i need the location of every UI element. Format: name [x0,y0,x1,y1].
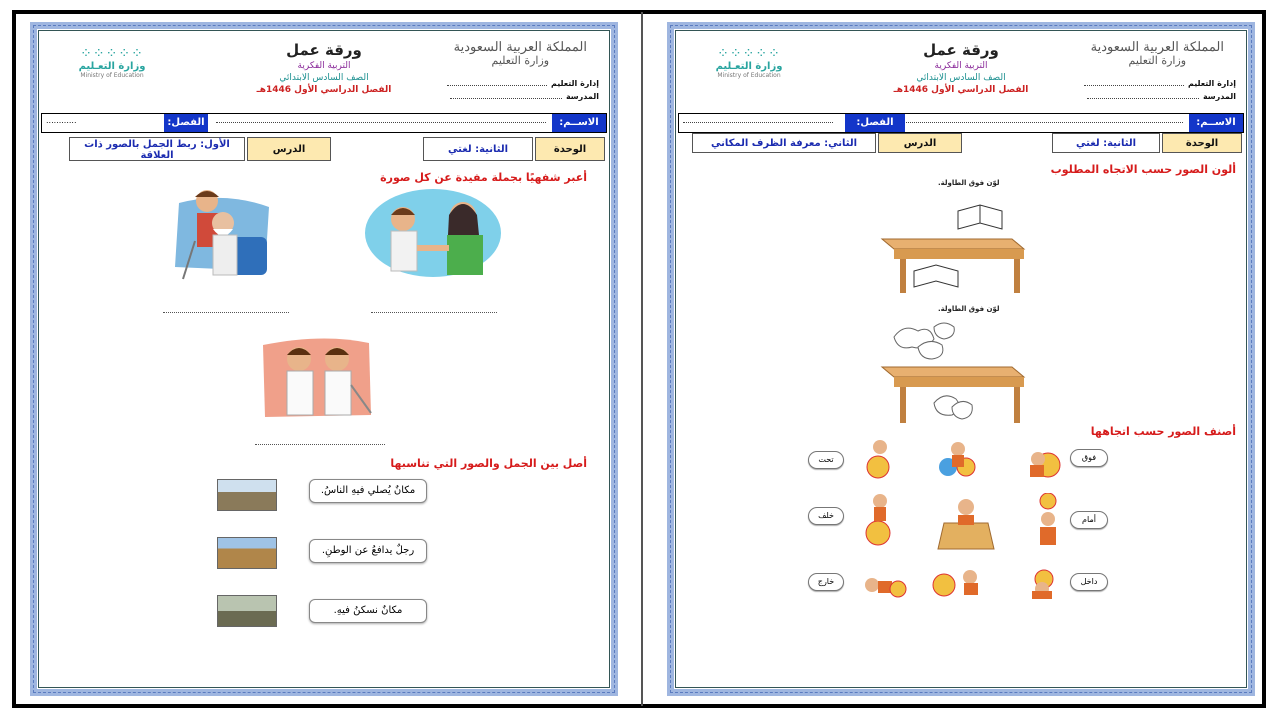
lesson-label: الدرس [247,137,331,161]
house-photo[interactable] [217,479,277,511]
name-bar [41,113,607,133]
question-2: أصل بين الجمل والصور التي تناسبها [390,457,587,470]
table-paper-picture [874,317,1034,427]
moe-logo: ⁘⁘⁘⁘⁘ وزارة التعـليم Ministry of Education [78,46,146,79]
term: الفصل الدراسي الأول 1446هـ [893,85,1029,95]
tag-above[interactable]: فوق [1070,449,1108,467]
question-1: ألون الصور حسب الاتجاه المطلوب [1050,163,1236,176]
worksheet-right [667,22,1255,696]
soldier-photo[interactable] [217,595,277,627]
class-field[interactable]: ............ [46,116,77,125]
question-1: أعبر شفهيًا بجملة مفيدة عن كل صورة [380,171,587,184]
lesson-value: الثاني: معرفة الظرف المكاني [692,133,876,153]
tag-outside[interactable]: خارج [808,573,844,591]
class-field[interactable] [683,122,833,123]
admin-info: إدارة التعليم المدرسة [1084,77,1236,103]
unit-bar [680,137,1242,163]
row-3-pictures [858,559,1098,601]
answer-line-2[interactable] [163,311,289,313]
page-title: ورقة عمل [286,41,362,59]
sentence-pill-1[interactable]: مكانٌ يُصلي فيهِ الناسُ. [309,479,427,503]
mosque-photo[interactable] [217,537,277,569]
name-field[interactable] [883,122,1183,123]
two-boys-picture [253,335,393,427]
helping-elder-picture [165,181,275,281]
row-1-pictures [858,437,1098,481]
table-book-picture [874,193,1034,293]
tag-inside[interactable]: داخل [1070,573,1108,591]
tag-behind[interactable]: خلف [808,507,844,525]
sentence-pill-3[interactable]: مكانٌ نسكنُ فيهِ. [309,599,427,623]
moe-logo: ⁘⁘⁘⁘⁘ وزارة التعـليم Ministry of Education [715,46,783,79]
grade: الصف السادس الابتدائي [279,73,369,83]
sentence-pill-2[interactable]: رجلٌ يدافعُ عن الوطنِ. [309,539,427,563]
instruction-paper: لوّن فوق الطاولة. [938,305,1000,313]
unit-value: الثانية: لغتي [1052,133,1160,153]
kingdom-logo: المملكة العربية السعودية وزارة التعليم [453,40,587,67]
subject: التربية الفكرية [297,61,351,71]
lesson-label: الدرس [878,133,962,153]
unit-value: الثانية: لغتي [423,137,533,161]
class-label: الفصل: [845,114,905,132]
admin-info: إدارة التعليم المدرسة [447,77,599,103]
unit-label: الوحدة [535,137,605,161]
mother-son-picture [363,185,503,280]
page-title: ورقة عمل [923,41,999,59]
tag-front[interactable]: أمام [1070,511,1108,529]
name-label: الاســم: [552,114,606,132]
unit-bar [43,137,605,163]
row-2-pictures [858,493,1098,553]
term: الفصل الدراسي الأول 1446هـ [256,85,392,95]
answer-line-3[interactable] [255,443,385,445]
question-2: أصنف الصور حسب اتجاهها [1090,425,1236,438]
worksheet-left [30,22,618,696]
unit-label: الوحدة [1162,133,1242,153]
kingdom-logo: المملكة العربية السعودية وزارة التعليم [1090,40,1224,67]
subject: التربية الفكرية [934,61,988,71]
name-field[interactable] [216,122,546,123]
instruction-book: لوّن فوق الطاولة. [938,179,1000,187]
lesson-value: الأول: ربط الجمل بالصور ذات العلاقة [69,137,245,161]
grade: الصف السادس الابتدائي [916,73,1006,83]
tag-under[interactable]: تحت [808,451,844,469]
class-label: الفصل: [164,114,208,132]
name-label: الاســم: [1189,114,1243,132]
name-bar [678,113,1244,133]
page-divider [641,12,643,706]
answer-line-1[interactable] [371,311,497,313]
